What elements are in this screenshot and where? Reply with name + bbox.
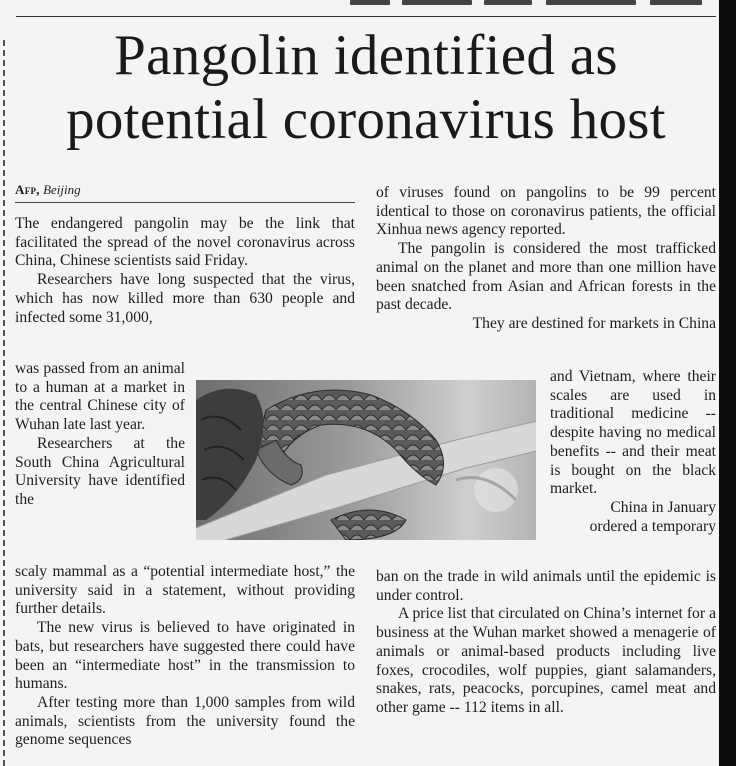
pangolin-photo: [196, 380, 536, 540]
headline: Pangolin identified as potential coronavirus host: [66, 24, 666, 151]
paragraph: and Vietnam, where their scales are used in traditional medicine -- despite having no medical benefits -- and their meat is bought on the black market.: [550, 368, 716, 498]
paragraph: ban on the trade in wild animals until the epidemic is under control.: [376, 568, 716, 604]
left-column-bottom: [15, 563, 355, 750]
byline-agency: Afp,: [15, 182, 40, 197]
clipping-cut-line: [3, 40, 5, 766]
paragraph: Researchers at the South China Agricultural University have identified the: [15, 434, 185, 508]
left-column-top: [15, 215, 355, 327]
byline-rule: [15, 202, 355, 203]
top-rule: [16, 16, 716, 17]
paragraph: The new virus is believed to have originated in bats, but researchers have suggested there could have been an “intermediate host” in the transmission to humans.: [15, 619, 355, 693]
paragraph: of viruses found on pangolins to be 99 percent identical to those on coronavirus patients, the official Xinhua news agency reported.: [376, 184, 716, 239]
byline-city: Beijing: [43, 182, 81, 197]
left-column-wrap: [15, 360, 185, 510]
right-column-bottom: [376, 568, 716, 718]
paragraph: The pangolin is considered the most trafficked animal on the planet and more than one million have been snatched from Asian and African forests in the past decade.: [376, 240, 716, 314]
paragraph: Researchers have long suspected that the virus, which has now killed more than 630 people and infected some 31,000,: [15, 271, 355, 326]
paragraph: After testing more than 1,000 samples from wild animals, scientists from the university found the genome sequences: [15, 693, 355, 749]
paragraph: China in January ordered a temporary: [589, 498, 716, 535]
page-edge-bar: [719, 0, 736, 766]
paragraph: was passed from an animal to a human at a market in the central Chinese city of Wuhan late last year.: [15, 360, 185, 434]
top-cut-text-fragment: [350, 0, 710, 6]
paragraph: scaly mammal as a “potential intermediate host,” the university said in a statement, without providing further details.: [15, 563, 355, 618]
paragraph: A price list that circulated on China’s internet for a business at the Wuhan market showed a menagerie of animals or animal-based products including live foxes, crocodiles, wolf puppies, giant salamanders, snakes, rats, peacocks, porcupines, camel meat and other game -- 112 items in all.: [376, 605, 716, 716]
right-column-wrap: [550, 368, 716, 536]
paragraph: The endangered pangolin may be the link that facilitated the spread of the novel coronavirus across China, Chinese scientists said Friday.: [15, 215, 355, 270]
paragraph: They are destined for markets in China: [472, 314, 716, 332]
right-column-top: [376, 184, 716, 334]
byline: [15, 182, 81, 198]
